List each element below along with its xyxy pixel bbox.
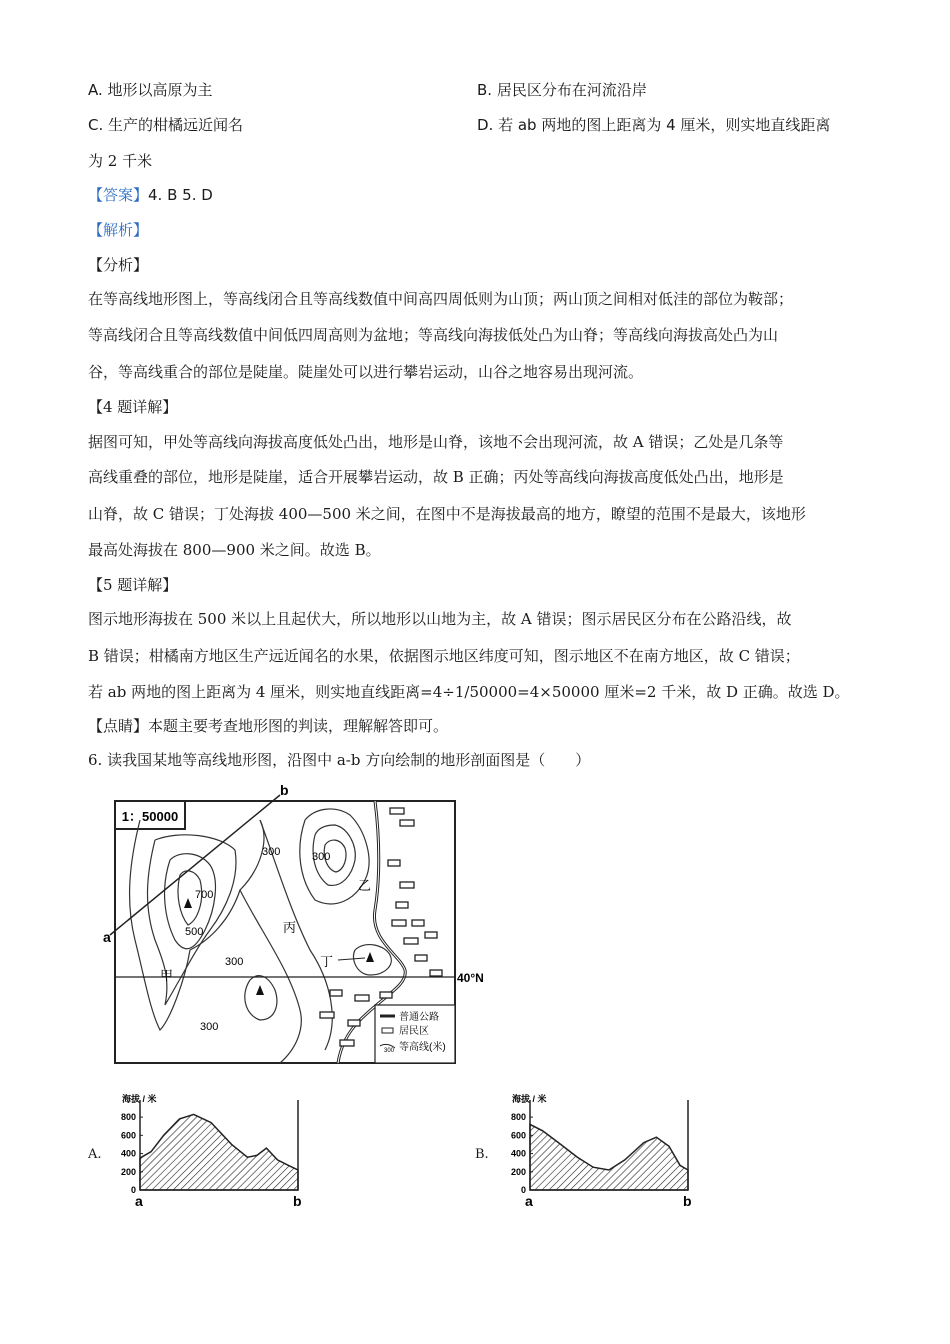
contour-label: 500 <box>185 926 204 938</box>
q4-line: 最高处海拔在 800—900 米之间。故选 B。 <box>88 541 381 559</box>
q4-line: 据图可知，甲处等高线向海拔高度低处凸出，地形是山脊，该地不会出现河流，故 A 错误；乙处是几条等 <box>88 433 784 451</box>
legend-residential-swatch <box>382 1028 393 1033</box>
q5-option-d-continued: 为 2 千米 <box>88 152 153 170</box>
place-ding: 丁 <box>320 954 334 969</box>
contour-south-hill <box>245 976 277 1020</box>
map-label-a: a <box>103 929 111 945</box>
profile-ylabel: 海拔 / 米 <box>512 1094 547 1104</box>
contour-label: 300 <box>262 846 281 858</box>
legend-road: 普通公路 <box>399 1012 439 1023</box>
place-jia: 甲 <box>160 968 174 983</box>
profile-option-b: B. <box>475 1147 489 1162</box>
residential-block <box>388 860 400 866</box>
contour-label: 300 <box>225 956 244 968</box>
latitude-label: 40°N <box>457 971 484 985</box>
residential-block <box>340 1040 354 1046</box>
residential-block <box>355 995 369 1001</box>
residential-block <box>430 970 442 976</box>
profile-terrain-area <box>140 1114 298 1190</box>
answer-tag: 【答案】 <box>88 186 149 204</box>
residential-block <box>390 808 404 814</box>
residential-block <box>396 902 408 908</box>
residential-block <box>400 882 414 888</box>
ding-pointer <box>338 958 365 960</box>
answer-text: 4. B 5. D <box>148 186 213 204</box>
legend-contour-sample: 300 <box>384 1048 395 1054</box>
residential-block <box>320 1012 334 1018</box>
profile-tick-label: 0 <box>520 1185 526 1195</box>
legend-residential: 居民区 <box>399 1026 429 1037</box>
q5-line: 若 ab 两地的图上距离为 4 厘米，则实地直线距离=4÷1/50000=4×50000 厘米=2 千米，故 D 正确。故选 D。 <box>88 683 850 701</box>
profile-tick-label: 200 <box>120 1166 136 1177</box>
profile-tick-label: 400 <box>510 1148 526 1159</box>
residential-block <box>330 990 342 996</box>
q5-line: B 错误；柑橘南方地区生产远近闻名的水果，依据图示地区纬度可知，图示地区不在南方地区，故 C 错误； <box>88 647 800 665</box>
residential-block <box>415 955 427 961</box>
place-yi: 乙 <box>358 878 372 893</box>
contour-map <box>100 780 484 1070</box>
q5-option-a: A. 地形以高原为主 <box>88 81 213 99</box>
residential-block <box>348 1020 360 1026</box>
tip-tag: 【点睛】 <box>88 717 149 735</box>
residential-block <box>400 820 414 826</box>
residential-block <box>404 938 418 944</box>
profile-tick-label: 600 <box>120 1130 136 1141</box>
profile-label-a: a <box>135 1193 143 1209</box>
q5-option-b: B. 居民区分布在河流沿岸 <box>477 81 647 99</box>
profile-chart-a <box>110 1090 310 1210</box>
q4-title: 【4 题详解】 <box>88 398 178 416</box>
profile-tick-label: 800 <box>510 1112 526 1123</box>
legend-contour: 等高线(米) <box>399 1042 446 1053</box>
contour-label: 300 <box>200 1021 219 1033</box>
analysis-line: 谷，等高线重合的部位是陡崖。陡崖处可以进行攀岩运动，山谷之地容易出现河流。 <box>88 363 644 381</box>
contour-300-west <box>130 820 264 1030</box>
q6-stem: 6. 读我国某地等高线地形图，沿图中 a-b 方向绘制的地形剖面图是（ ） <box>88 751 591 769</box>
scale-label: 1：50000 <box>121 809 179 824</box>
place-bing: 丙 <box>283 920 297 935</box>
contour-label: 300 <box>312 851 331 863</box>
tip-line <box>88 716 448 736</box>
q5-title: 【5 题详解】 <box>88 576 178 594</box>
profile-label-b: b <box>293 1193 302 1209</box>
peak-icon <box>366 952 374 962</box>
profile-tick-label: 800 <box>120 1112 136 1123</box>
contour-label: 700 <box>195 889 214 901</box>
q5-option-d: D. 若 ab 两地的图上距离为 4 厘米，则实地直线距离 <box>477 116 831 134</box>
peak-icon <box>184 898 192 908</box>
profile-ylabel: 海拔 / 米 <box>122 1094 157 1104</box>
map-label-b: b <box>280 782 289 798</box>
q5-option-c: C. 生产的柑橘远近闻名 <box>88 116 244 134</box>
residential-block <box>380 992 392 998</box>
analysis-tag: 【解析】 <box>88 221 149 239</box>
answer-line <box>88 185 213 205</box>
profile-terrain-area <box>530 1124 688 1190</box>
analysis-title: 【分析】 <box>88 256 149 274</box>
q4-line: 山脊，故 C 错误；丁处海拔 400—500 米之间，在图中不是海拔最高的地方，瞭望的范围不是最大，该地形 <box>88 505 806 523</box>
profile-chart-b <box>500 1090 700 1210</box>
q5-line: 图示地形海拔在 500 米以上且起伏大，所以地形以山地为主，故 A 错误；图示居民区分布在公路沿线，故 <box>88 610 792 628</box>
profile-tick-label: 200 <box>510 1166 526 1177</box>
residential-block <box>425 932 437 938</box>
analysis-line: 在等高线地形图上，等高线闭合且等高线数值中间高四周低则为山顶；两山顶之间相对低洼的部位为鞍部； <box>88 290 794 308</box>
tip-text: 本题主要考查地形图的判读，理解解答即可。 <box>148 717 449 735</box>
analysis-line: 等高线闭合且等高线数值中间低四周高则为盆地；等高线向海拔低处凸为山脊；等高线向海拔高处凸为山 <box>88 326 779 344</box>
residential-block <box>392 920 406 926</box>
profile-option-a: A. <box>88 1147 102 1162</box>
profile-tick-label: 400 <box>120 1148 136 1159</box>
profile-label-a: a <box>525 1193 533 1209</box>
peak-icon <box>256 985 264 995</box>
profile-tick-label: 600 <box>510 1130 526 1141</box>
profile-label-b: b <box>683 1193 692 1209</box>
q4-line: 高线重叠的部位，地形是陡崖，适合开展攀岩运动，故 B 正确；丙处等高线向海拔高度低处凸出，地形是 <box>88 468 784 486</box>
profile-tick-label: 0 <box>130 1185 136 1195</box>
residential-block <box>412 920 424 926</box>
